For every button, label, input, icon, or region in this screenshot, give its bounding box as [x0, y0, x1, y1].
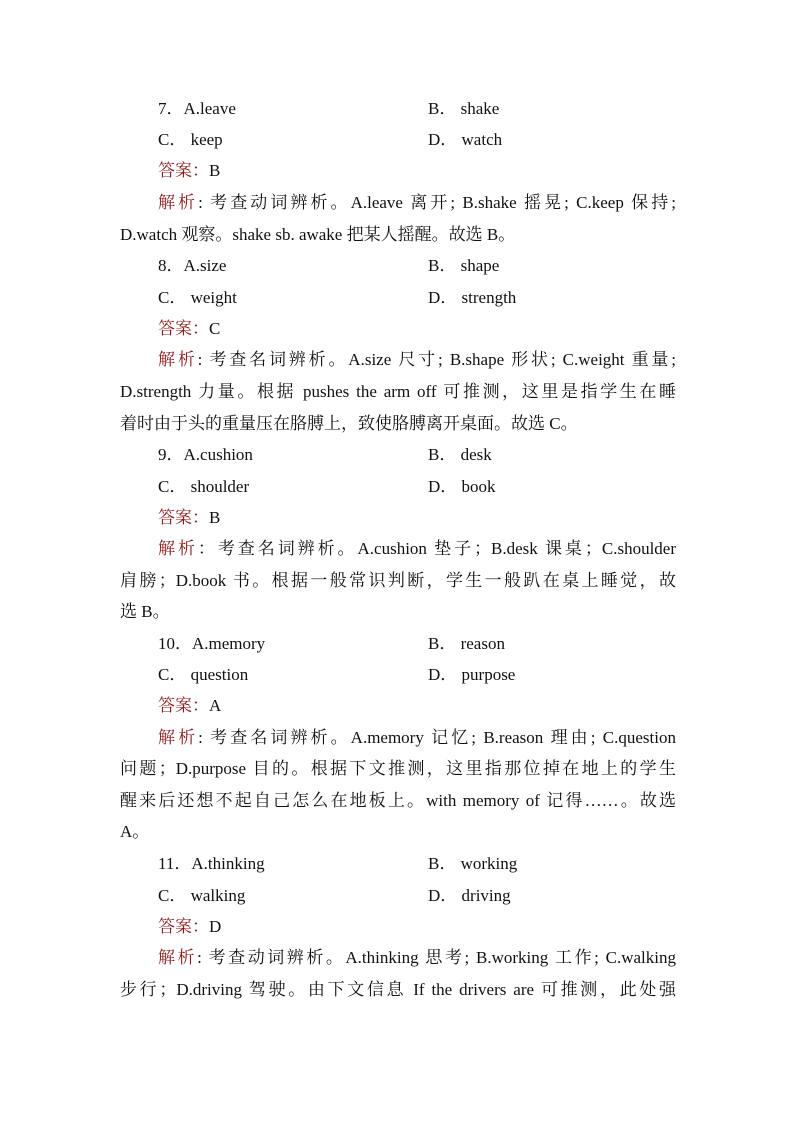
q11-explanation-line-2: 步行；D.driving 驾驶。由下文信息 If the drivers are 可推测，此处强	[120, 980, 676, 999]
q10-option-a: 10．A.memory	[158, 634, 266, 653]
answer-label: 答案：	[158, 917, 209, 936]
q8-options-row-1	[158, 255, 714, 277]
q9-explanation-line-3: 选 B。	[120, 602, 170, 621]
q11-option-a: 11．A.thinking	[158, 854, 265, 873]
q7-answer	[158, 160, 714, 182]
q7-explanation-line-2: D.watch 观察。shake sb. awake 把某人摇醒。故选 B。	[120, 225, 516, 244]
explanation-label: 解析	[158, 948, 198, 967]
q10-answer-value: A	[209, 696, 222, 715]
q8-options-row-2	[158, 287, 714, 309]
q10-explanation-line-2: 问题；D.purpose 目的。根据下文推测，这里指那位掉在地上的学生	[120, 759, 676, 778]
explanation-label: 解析	[158, 193, 199, 212]
q9-option-d: D． book	[428, 477, 496, 496]
q7-answer-value: B	[209, 161, 221, 180]
q7-option-c: C． keep	[158, 130, 223, 149]
q8-explanation-line-1: 解析: 考查名词辨析。A.size 尺寸; B.shape 形状; C.weight 重量;	[158, 350, 676, 369]
q8-answer-value: C	[209, 319, 221, 338]
q11-option-c: C． walking	[158, 886, 246, 905]
q11-options-row-2	[158, 885, 714, 907]
q9-explanation-line-1: 解析：考查名词辨析。A.cushion 垫子；B.desk 课桌；C.shoulder	[158, 539, 677, 558]
q8-option-d: D． strength	[428, 288, 517, 307]
q11-answer-value: D	[209, 917, 222, 936]
q10-explanation-line-4: A。	[120, 822, 150, 841]
q11-answer	[158, 916, 714, 938]
q8-explanation-line-3: 着时由于头的重量压在胳膊上，致使胳膊离开桌面。故选 C。	[120, 414, 578, 433]
q10-option-b: B． reason	[428, 634, 505, 653]
q9-answer-value: B	[209, 508, 221, 527]
q11-options-row-1	[158, 853, 714, 875]
q7-option-d: D． watch	[428, 130, 503, 149]
q9-options-row-2	[158, 476, 714, 498]
q8-answer	[158, 318, 714, 340]
answer-label: 答案：	[158, 161, 209, 180]
q8-explanation-line-2: D.strength 力量。根据 pushes the arm off 可推测，这里是指学生在睡	[120, 382, 676, 401]
q8-option-b: B． shape	[428, 256, 500, 275]
answer-label: 答案：	[158, 508, 209, 527]
q8-option-c: C． weight	[158, 288, 237, 307]
explanation-label: 解析	[158, 728, 199, 747]
q7-explanation-line-1: 解析: 考查动词辨析。A.leave 离开; B.shake 摇晃; C.keep 保持;	[158, 193, 676, 212]
answer-label: 答案：	[158, 319, 209, 338]
q10-options-row-1	[158, 633, 714, 655]
q7-options-row-2	[158, 129, 714, 151]
q11-option-d: D． driving	[428, 886, 511, 905]
q11-explanation-line-1: 解析: 考查动词辨析。A.thinking 思考; B.working 工作; C.walking	[158, 948, 676, 967]
q10-explanation-line-1: 解析: 考查名词辨析。A.memory 记忆; B.reason 理由; C.question	[158, 728, 676, 747]
q11-option-b: B． working	[428, 854, 518, 873]
q10-option-c: C． question	[158, 665, 249, 684]
q7-options-row-1	[158, 98, 714, 120]
q10-explanation-line-3: 醒来后还想不起自己怎么在地板上。with memory of 记得……。故选	[120, 791, 676, 810]
q9-answer	[158, 507, 714, 529]
q9-option-c: C． shoulder	[158, 477, 250, 496]
q9-options-row-1	[158, 444, 714, 466]
answer-label: 答案：	[158, 696, 209, 715]
q7-option-b: B． shake	[428, 99, 500, 118]
q7-option-a: 7．A.leave	[158, 99, 236, 118]
explanation-label: 解析	[158, 350, 198, 369]
q10-answer	[158, 695, 714, 717]
q9-option-a: 9．A.cushion	[158, 445, 253, 464]
q8-option-a: 8．A.size	[158, 256, 227, 275]
explanation-label: 解析	[158, 539, 198, 558]
q9-option-b: B． desk	[428, 445, 492, 464]
q9-explanation-line-2: 肩膀；D.book 书。根据一般常识判断，学生一般趴在桌上睡觉，故	[120, 571, 676, 590]
q10-option-d: D． purpose	[428, 665, 516, 684]
q10-options-row-2	[158, 664, 714, 686]
